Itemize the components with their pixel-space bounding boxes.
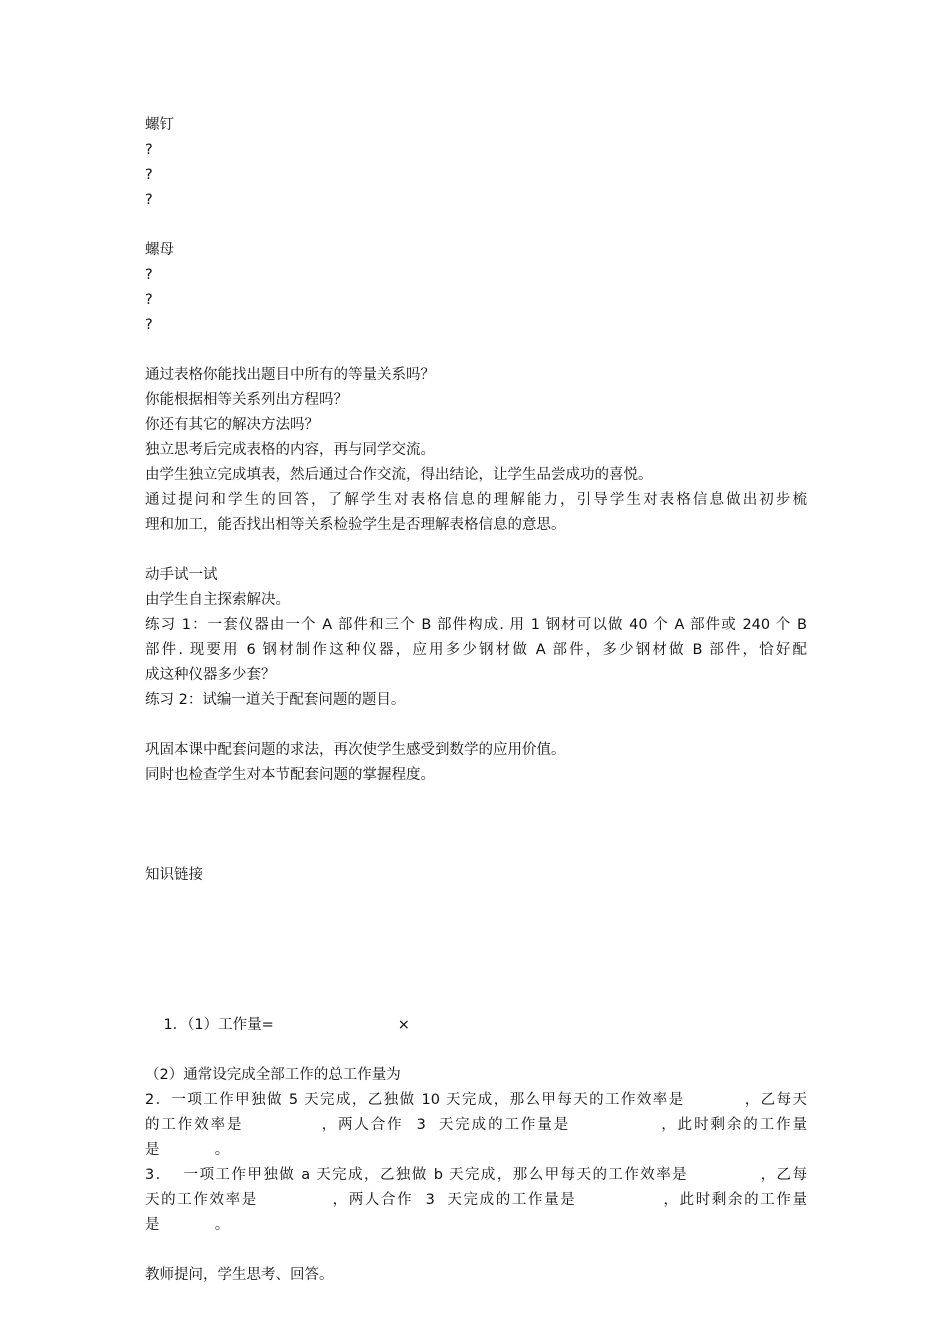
purpose-line: 同时也检查学生对本节配套问题的掌握程度。	[145, 767, 435, 783]
instruction-line: 通过提问和学生的回答，了解学生对表格信息的理解能力，引导学生对表格信息做出初步梳	[145, 492, 807, 508]
exercise-2-line: 练习 2：试编一道关于配套问题的题目。	[145, 692, 406, 708]
spacer	[145, 538, 807, 563]
spacer	[145, 338, 807, 363]
question-line: 你能根据相等关系列出方程吗？	[145, 392, 348, 408]
spacer	[145, 713, 807, 738]
purpose-line: 巩固本课中配套问题的求法，再次使学生感受到数学的应用价值。	[145, 742, 566, 758]
nut-label: 螺母	[145, 242, 174, 258]
nut-mark-3: ?	[145, 317, 153, 333]
screw-mark-3: ?	[145, 192, 153, 208]
spacer	[145, 888, 807, 988]
closing-line: 教师提问，学生思考、回答。	[145, 1267, 334, 1283]
times-sign: ×	[397, 1017, 410, 1033]
intro-line: 由学生自主探索解决。	[145, 592, 290, 608]
question-3-line: 天的工作效率是 ，两人合作 3 天完成的工作量是 ，此时剩余的工作量	[145, 1192, 807, 1208]
exercise-1-line: 部件. 现要用 6 钢材制作这种仪器，应用多少钢材做 A 部件，多少钢材做 B 部件，恰好配	[145, 642, 807, 658]
question-2-line: 的工作效率是 ，两人合作 3 天完成的工作量是 ，此时剩余的工作量	[145, 1117, 807, 1133]
question-1b: （2）通常设完成全部工作的总工作量为	[145, 1067, 401, 1083]
question-3-line: 是 。	[145, 1217, 230, 1233]
question-2-line: 是 。	[145, 1142, 230, 1158]
instruction-line: 独立思考后完成表格的内容，再与同学交流。	[145, 442, 435, 458]
question-3-line: 3． 一项工作甲独做 a 天完成，乙独做 b 天完成，那么甲每天的工作效率是 ，乙每	[145, 1167, 807, 1183]
section-heading: 动手试一试	[145, 567, 218, 583]
section-heading: 知识链接	[145, 867, 203, 883]
spacer	[145, 213, 807, 238]
nut-mark-1: ?	[145, 267, 153, 283]
spacer	[145, 788, 807, 863]
exercise-1-line: 成这种仪器多少套？	[145, 667, 276, 683]
screw-label: 螺钉	[145, 117, 174, 133]
exercise-1-line: 练习 1：一套仪器由一个 A 部件和三个 B 部件构成. 用 1 钢材可以做 40 个 A 部件或 240 个 B	[145, 617, 807, 633]
spacer	[145, 1238, 807, 1263]
screw-mark-1: ?	[145, 142, 153, 158]
question-2-line: 2．一项工作甲独做 5 天完成，乙独做 10 天完成，那么甲每天的工作效率是 ，乙每天	[145, 1092, 807, 1108]
instruction-line: 理和加工，能否找出相等关系检验学生是否理解表格信息的意思。	[145, 517, 566, 533]
question-line: 通过表格你能找出题目中所有的等量关系吗？	[145, 367, 435, 383]
question-1a	[145, 988, 807, 1063]
instruction-line: 由学生独立完成填表，然后通过合作交流，得出结论，让学生品尝成功的喜悦。	[145, 467, 653, 483]
question-1a-prefix: 1．（1）工作量=	[163, 1017, 274, 1033]
question-line: 你还有其它的解决方法吗？	[145, 417, 319, 433]
nut-mark-2: ?	[145, 292, 153, 308]
screw-mark-2: ?	[145, 167, 153, 183]
document-page	[145, 113, 807, 1288]
